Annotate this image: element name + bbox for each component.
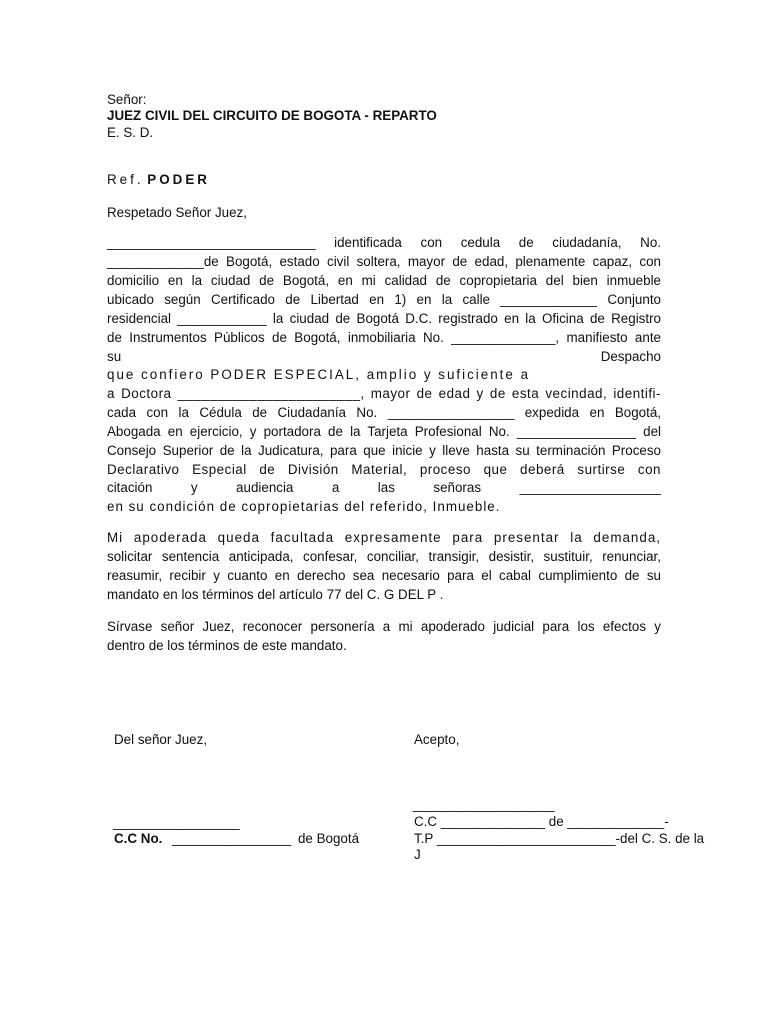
- tp-line-continuation: J: [414, 847, 421, 862]
- salutation: Señor:: [107, 92, 147, 107]
- closing-right: Acepto,: [414, 732, 460, 747]
- paragraph-line: dentro de los términos de este mandato.: [107, 638, 347, 653]
- cc-label: C.C No.: [114, 831, 163, 846]
- body-line: citación y audiencia a las señoras ___________________: [107, 480, 661, 495]
- body-line: en su condición de copropietarias del referido, Inmueble.: [107, 499, 501, 514]
- body-line: ubicado según Certificado de Libertad en 1) en la calle _____________ Conjunto: [107, 292, 661, 307]
- body-line: Consejo Superior de la Judicatura, para que inicie y lleve hasta su terminación Proceso: [107, 443, 661, 458]
- body-line: de Instrumentos Públicos de Bogotá, inmobiliaria No. ______________, manifiesto ante: [107, 330, 661, 345]
- tp-line-right: T.P ________________________-del C. S. de la: [414, 831, 705, 846]
- paragraph-line: reasumir, recibir y cuanto en derecho sea necesario para el cabal cumplimiento de su: [107, 568, 661, 583]
- signature-line-right: ___________________: [413, 797, 555, 812]
- body-line: Declarativo Especial de División Material, proceso que deberá surtirse con: [107, 462, 661, 477]
- ref-title: PODER: [147, 172, 210, 187]
- paragraph-line: mandato en los términos del artículo 77 del C. G DEL P .: [107, 587, 444, 602]
- paragraph-line: solicitar sentencia anticipada, confesar, conciliar, transigir, desistir, sustituir, renunciar,: [107, 549, 661, 564]
- cc-line-right: C.C ______________ de _____________-: [414, 814, 669, 829]
- closing-left: Del señor Juez,: [114, 732, 208, 747]
- body-line: cada con la Cédula de Ciudadanía No. _________________ expedida en Bogotá,: [107, 405, 661, 420]
- paragraph-line: Mi apoderada queda facultada expresamente para presentar la demanda,: [107, 530, 661, 545]
- body-line: ____________________________ identificada con cedula de ciudadanía, No.: [107, 235, 661, 250]
- ref-prefix: Ref.: [107, 172, 144, 187]
- signature-line-left: _________________: [113, 815, 240, 830]
- body-line: domicilio en la ciudad de Bogotá, en mi calidad de copropietaria del bien inmueble: [107, 273, 661, 288]
- body-line: _____________de Bogotá, estado civil soltera, mayor de edad, plenamente capaz, con: [107, 254, 661, 269]
- greeting: Respetado Señor Juez,: [107, 205, 247, 220]
- body-line: residencial ____________ la ciudad de Bogotá D.C. registrado en la Oficina de Registro: [107, 311, 661, 326]
- body-line: su Despacho: [107, 349, 661, 364]
- cc-line-left: [114, 830, 359, 848]
- body-line: que confiero PODER ESPECIAL, amplio y suficiente a: [107, 367, 531, 382]
- body-line: Abogada en ejercicio, y portadora de la Tarjeta Profesional No. ________________ del: [107, 424, 661, 439]
- reference-line: [107, 171, 661, 189]
- paragraph-line: Sírvase señor Juez, reconocer personería a mi apoderado judicial para los efectos y: [107, 619, 661, 634]
- esd-line: E. S. D.: [107, 125, 154, 140]
- addressee: JUEZ CIVIL DEL CIRCUITO DE BOGOTA - REPARTO: [107, 108, 437, 123]
- body-line: a Doctora _______________________, mayor de edad y de esta vecindad, identifi-: [107, 386, 661, 401]
- cc-city: de Bogotá: [297, 831, 360, 846]
- cc-blank: ________________: [172, 831, 292, 846]
